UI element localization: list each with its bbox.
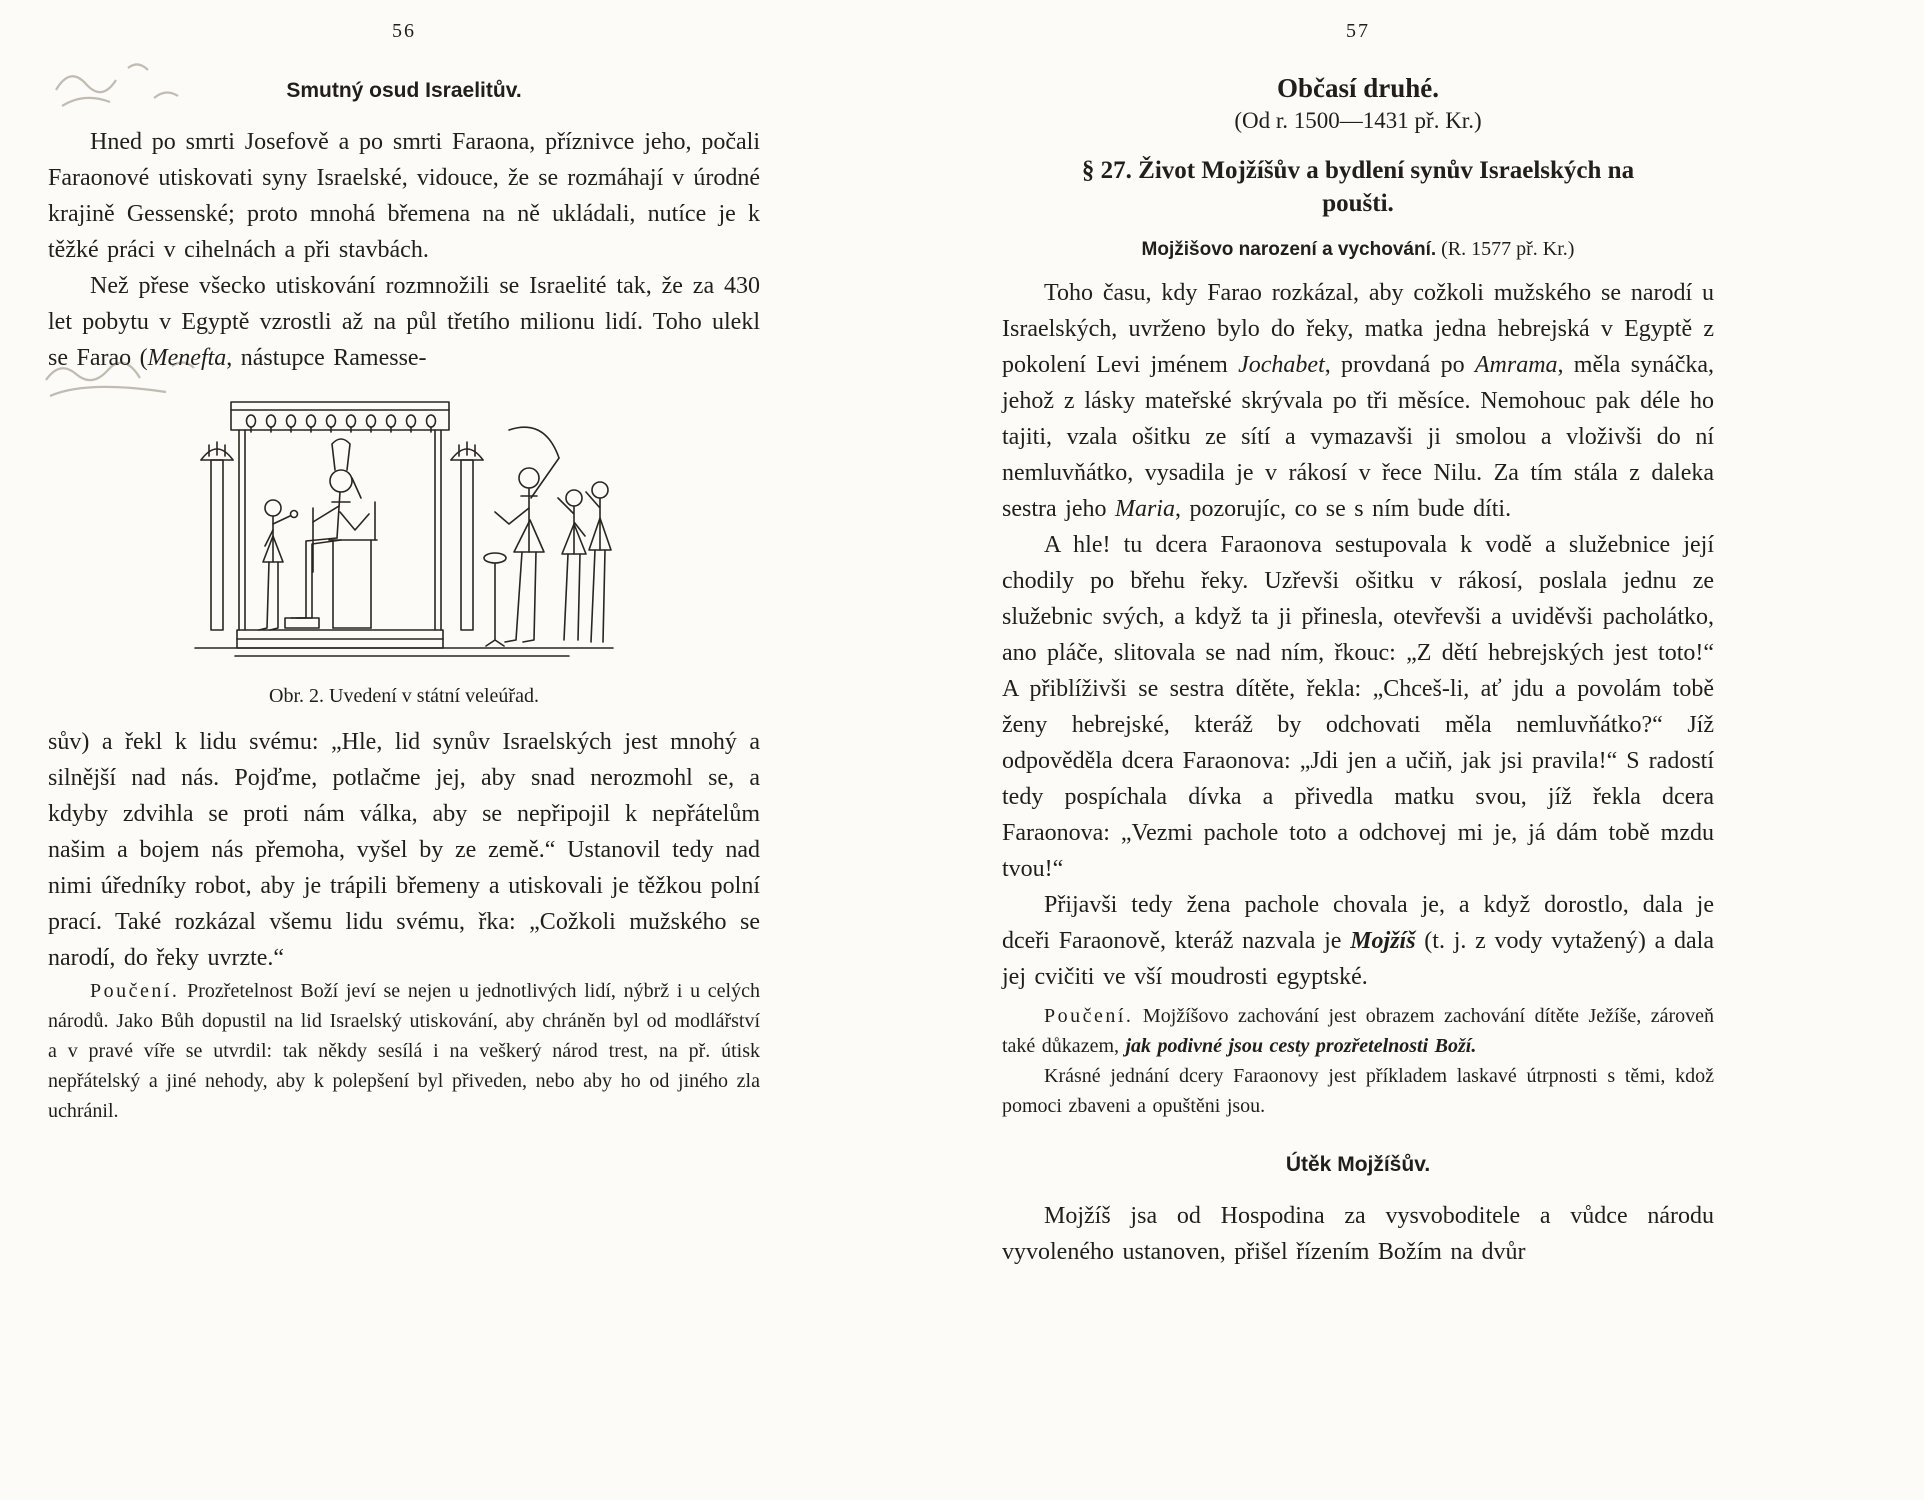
paragraph: sův) a řekl k lidu svému: „Hle, lid synův Israelských jest mnohý a silnější nad nás. Pojďme, potlačme jej, aby snad nerozmohl se, a kdyby zdvihla se proti nám válka, aby se nepřipojil k nepřátelům našim a bojem nás přemoha, vyšel by ze země.“ Ustanovil tedy nad nimi úředníky robot, aby je trápili břemeny a utiskovali je těžkou polní prací. Také rozkázal všemu lidu svému, řka: „Cožkoli mužského se narodí, do řeky uvrzte.“ [48, 729, 760, 971]
page-number: 57 [1346, 20, 1370, 42]
paragraph: Než přese všecko utiskování rozmnožili se Israelité tak, že za 430 let pobytu v Egyptě vzrostli až na půl třetího milionu lidí. Toho ulekl se Farao (Menefta, nástupce Ramesse- [48, 273, 760, 371]
section-title: Útěk Mojžíšův. [1285, 1153, 1431, 1176]
paragraph: Přijavši tedy žena pachole chovala je, a když dorostlo, dala je dceři Faraonově, kteráž nazvala je Mojžíš (t. j. z vody vytažený) a dala jej cvičiti ve vší moudrosti egyptské. [1002, 892, 1714, 990]
subsection-heading [1002, 238, 1714, 261]
subsection-date: (R. 1577 př. Kr.) [1436, 238, 1575, 260]
egyptian-throne-illustration [189, 390, 619, 670]
period-dates: (Od r. 1500—1431 př. Kr.) [1234, 108, 1482, 133]
left-text-column [48, 0, 760, 1126]
paragraph: Mojžíš jsa od Hospodina za vysvoboditele a vůdce národu vyvoleného ustanoven, přišel řízením Božím na dvůr [1002, 1203, 1714, 1265]
subsection-title: Mojžišovo narození a vychování. [1141, 239, 1437, 260]
book-page-right [962, 0, 1924, 1500]
section-title: Smutný osud Israelitův. [286, 79, 522, 102]
figure-egyptian-scene [48, 390, 760, 708]
teaching-note: Krásné jednání dcery Faraonovy jest příkladem laskavé útrpnosti s těmi, kdož pomoci zbaveni a opuštěni jsou. [1002, 1065, 1714, 1117]
period-heading: Občasí druhé. [1276, 73, 1440, 103]
paragraph: A hle! tu dcera Faraonova sestupovala k vodě a služebnice její chodily po břehu řeky. Uzřevši ošitku v rákosí, poslala jednu ze služebnic svých, a když ta ji přinesla, otevřevši a uviděvši pacholátko, ano pláče, slitovala se nad ním, řkouc: „Z dětí hebrejských jest toto!“ A přiblíživši se sestra dítěte, řekla: „Chceš-li, ať jdu a povolám tobě ženy hebrejské, kteráž by odchovati měla nemluvňátko?“ Jíž odpověděla dcera Faraonova: „Jdi jen a učiň, jak jsi pravila!“ S radostí tedy pospíchala dívka a přivedla matku svou, jíž řekla dcera Faraonova: „Vezmi pachole toto a odchovej mi je, já dám tobě mzdu tvou!“ [1002, 532, 1714, 882]
teaching-note: Poučení. Mojžíšovo zachování jest obrazem zachování dítěte Ježíše, zároveň také důkazem, jak podivné jsou cesty prozřetelnosti Boží. [1002, 1005, 1714, 1057]
paragraph: Toho času, kdy Farao rozkázal, aby cožkoli mužského se narodí u Israelských, uvrženo bylo do řeky, matka jedna hebrejská v Egyptě z pokolení Levi jménem Jochabet, provdaná po Amrama, měla synáčka, jehož z lásky mateřské skrývala po tři měsíce. Nemohouc pak déle ho tajiti, vzala ošitku ze sítí a vymazavši ji smolou a vloživši do ní nemluvňátko, vysadila je v rákosí v řece Nilu. Za tím stála z daleka sestra jeho Maria, pozorujíc, co se s ním bude díti. [1002, 280, 1715, 522]
teaching-note: Poučení. Prozřetelnost Boží jeví se nejen u jednotlivých lidí, nýbrž i u celých národů. Jako Bůh dopustil na lid Israelský utiskování, aby chráněn byl od modlářství a v pravé víře se utvrdil: tak někdy sesílá i na veškerý národ trest, na př. útisk nepřátelský a jiné nehody, aby k polepšení byl přiveden, nebo aby ho od jiného zla uchránil. [48, 980, 760, 1122]
figure-caption: Obr. 2. Uvedení v státní veleúřad. [269, 685, 539, 707]
section-heading: § 27. Život Mojžíšův a bydlení synův Israelských na poušti. [1081, 157, 1635, 217]
paragraph: Hned po smrti Josefově a po smrti Faraona, příznivce jeho, počali Faraonové utiskovati syny Israelské, vidouce, že se rozmáhají v úrodné krajině Gessenské; proto mnohá břemena na ně ukládali, nutíce je k těžké práci v cihelnách a při stavbách. [48, 129, 760, 263]
right-text-column [1002, 0, 1714, 1270]
page-number: 56 [392, 20, 416, 42]
